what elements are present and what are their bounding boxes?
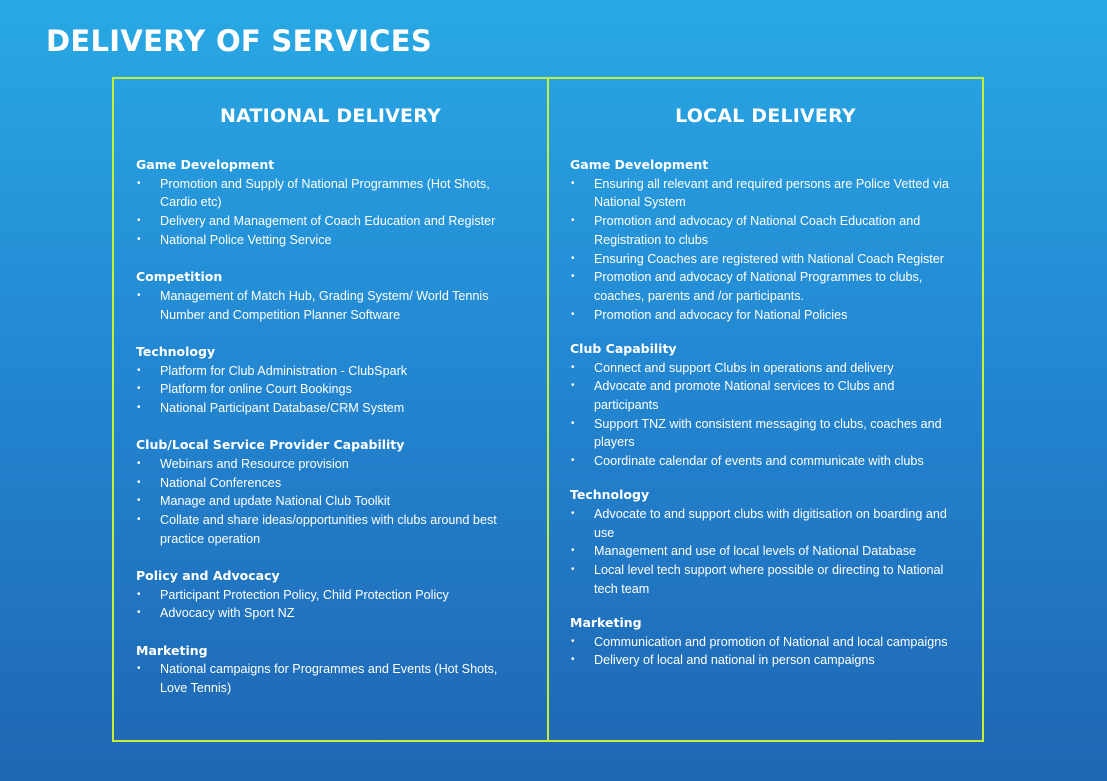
list-item <box>570 250 982 269</box>
bullet-icon: • <box>137 607 141 619</box>
bullet-icon: • <box>571 564 575 576</box>
section <box>136 567 547 623</box>
delivery-panel <box>112 77 984 742</box>
list-item <box>136 212 547 231</box>
bullet-icon: • <box>137 233 141 245</box>
section-heading: Club Capability <box>570 340 677 356</box>
list-item-text: National Police Vetting Service <box>160 232 332 247</box>
bullet-icon: • <box>571 177 575 189</box>
list-item-text: Platform for online Court Bookings <box>160 382 352 397</box>
list-item <box>570 212 982 249</box>
bullet-icon: • <box>137 383 141 395</box>
list-item <box>136 287 547 324</box>
list-item-text: National Participant Database/CRM System <box>160 400 405 415</box>
list-item <box>136 660 547 697</box>
section-heading: Marketing <box>570 614 642 630</box>
list-item <box>570 415 982 452</box>
bullet-icon: • <box>137 215 141 227</box>
list-item <box>570 268 982 305</box>
list-item <box>570 306 982 325</box>
list-item-text: Advocacy with Sport NZ <box>160 606 295 621</box>
bullet-list <box>570 633 982 670</box>
bullet-icon: • <box>571 380 575 392</box>
bullet-list <box>136 175 547 250</box>
bullet-icon: • <box>571 361 575 373</box>
bullet-icon: • <box>137 514 141 526</box>
bullet-icon: • <box>137 364 141 376</box>
bullet-icon: • <box>137 588 141 600</box>
bullet-icon: • <box>571 455 575 467</box>
list-item <box>136 362 547 381</box>
list-item <box>570 175 982 212</box>
list-item-text: Management and use of local levels of National Database <box>594 544 917 559</box>
list-item-text: Advocate to and support clubs with digitisation on boarding and use <box>594 506 947 540</box>
list-item-text: Coordinate calendar of events and communicate with clubs <box>594 454 924 469</box>
bullet-list <box>570 505 982 599</box>
list-item-text: Ensuring Coaches are registered with National Coach Register <box>594 251 945 266</box>
list-item <box>570 561 982 598</box>
section-heading: Competition <box>136 269 223 285</box>
list-item <box>136 474 547 493</box>
bullet-icon: • <box>571 271 575 283</box>
bullet-list <box>570 175 982 325</box>
local-sections <box>570 152 982 670</box>
list-item <box>136 604 547 623</box>
section-heading: Club/Local Service Provider Capability <box>136 437 405 453</box>
list-item-text: Delivery and Management of Coach Education and Register <box>160 214 496 229</box>
list-item-text: Manage and update National Club Toolkit <box>160 494 391 509</box>
list-item-text: National Conferences <box>160 475 282 490</box>
list-item <box>136 380 547 399</box>
bullet-icon: • <box>137 401 141 413</box>
list-item <box>136 511 547 548</box>
bullet-icon: • <box>137 495 141 507</box>
bullet-icon: • <box>571 507 575 519</box>
bullet-list <box>136 362 547 418</box>
section <box>570 486 982 598</box>
list-item-text: Promotion and advocacy for National Policies <box>594 307 848 322</box>
list-item-text: Promotion and advocacy of National Coach Education and Registration to clubs <box>594 214 921 247</box>
list-item-text: Webinars and Resource provision <box>160 456 349 471</box>
section-heading: Policy and Advocacy <box>136 568 280 584</box>
list-item-text: Local level tech support where possible or directing to National tech team <box>594 563 944 596</box>
section <box>136 268 547 324</box>
section-heading: Technology <box>136 343 216 359</box>
bullet-list <box>136 586 547 623</box>
list-item <box>570 651 982 670</box>
section <box>136 156 547 250</box>
section <box>136 343 547 418</box>
bullet-icon: • <box>571 417 575 429</box>
list-item-text: Communication and promotion of National and local campaigns <box>594 634 948 649</box>
bullet-list <box>570 359 982 471</box>
list-item <box>136 399 547 418</box>
bullet-icon: • <box>571 215 575 227</box>
bullet-icon: • <box>137 457 141 469</box>
national-delivery-column <box>114 79 549 740</box>
list-item-text: Promotion and Supply of National Programmes (Hot Shots, Cardio etc) <box>160 176 490 210</box>
list-item-text: Participant Protection Policy, Child Protection Policy <box>160 587 449 602</box>
list-item-text: Platform for Club Administration - ClubSpark <box>160 363 408 378</box>
national-sections <box>136 152 547 698</box>
list-item-text: Ensuring all relevant and required persons are Police Vetted via National System <box>594 176 949 210</box>
local-delivery-column <box>549 79 982 740</box>
national-delivery-heading: NATIONAL DELIVERY <box>219 105 441 127</box>
bullet-icon: • <box>571 252 575 264</box>
section-heading: Technology <box>570 487 650 503</box>
list-item-text: Support TNZ with consistent messaging to clubs, coaches and players <box>594 416 942 450</box>
bullet-list <box>136 287 547 324</box>
section-heading: Game Development <box>136 157 275 172</box>
list-item <box>136 492 547 511</box>
list-item <box>136 231 547 250</box>
list-item <box>570 359 982 378</box>
list-item-text: Collate and share ideas/opportunities with clubs around best practice operation <box>160 513 497 546</box>
list-item-text: Advocate and promote National services to Clubs and participants <box>594 379 895 412</box>
list-item-text: Connect and support Clubs in operations and delivery <box>594 360 894 375</box>
list-item <box>136 175 547 212</box>
bullet-icon: • <box>571 635 575 647</box>
section-heading: Marketing <box>136 642 208 658</box>
list-item <box>570 633 982 652</box>
list-item <box>570 377 982 414</box>
list-item <box>570 452 982 471</box>
bullet-icon: • <box>137 289 141 301</box>
bullet-list <box>136 660 547 697</box>
local-delivery-heading: LOCAL DELIVERY <box>675 105 856 127</box>
bullet-icon: • <box>137 476 141 488</box>
list-item <box>570 542 982 561</box>
list-item-text: Promotion and advocacy of National Programmes to clubs, coaches, parents and /or participants. <box>594 270 923 303</box>
bullet-icon: • <box>571 545 575 557</box>
list-item-text: National campaigns for Programmes and Events (Hot Shots, Love Tennis) <box>160 662 498 696</box>
section <box>570 340 982 471</box>
bullet-icon: • <box>571 654 575 666</box>
list-item <box>136 455 547 474</box>
section <box>570 156 982 324</box>
bullet-icon: • <box>137 177 141 189</box>
list-item-text: Management of Match Hub, Grading System/ World Tennis Number and Competition Planner Software <box>160 288 489 322</box>
list-item <box>136 586 547 605</box>
page-title: DELIVERY OF SERVICES <box>46 24 433 58</box>
list-item <box>570 505 982 542</box>
bullet-list <box>136 455 547 549</box>
bullet-icon: • <box>137 663 141 675</box>
section <box>136 642 547 698</box>
section <box>570 614 982 670</box>
list-item-text: Delivery of local and national in person campaigns <box>594 653 875 668</box>
bullet-icon: • <box>571 308 575 320</box>
section <box>136 436 547 548</box>
section-heading: Game Development <box>570 157 709 172</box>
